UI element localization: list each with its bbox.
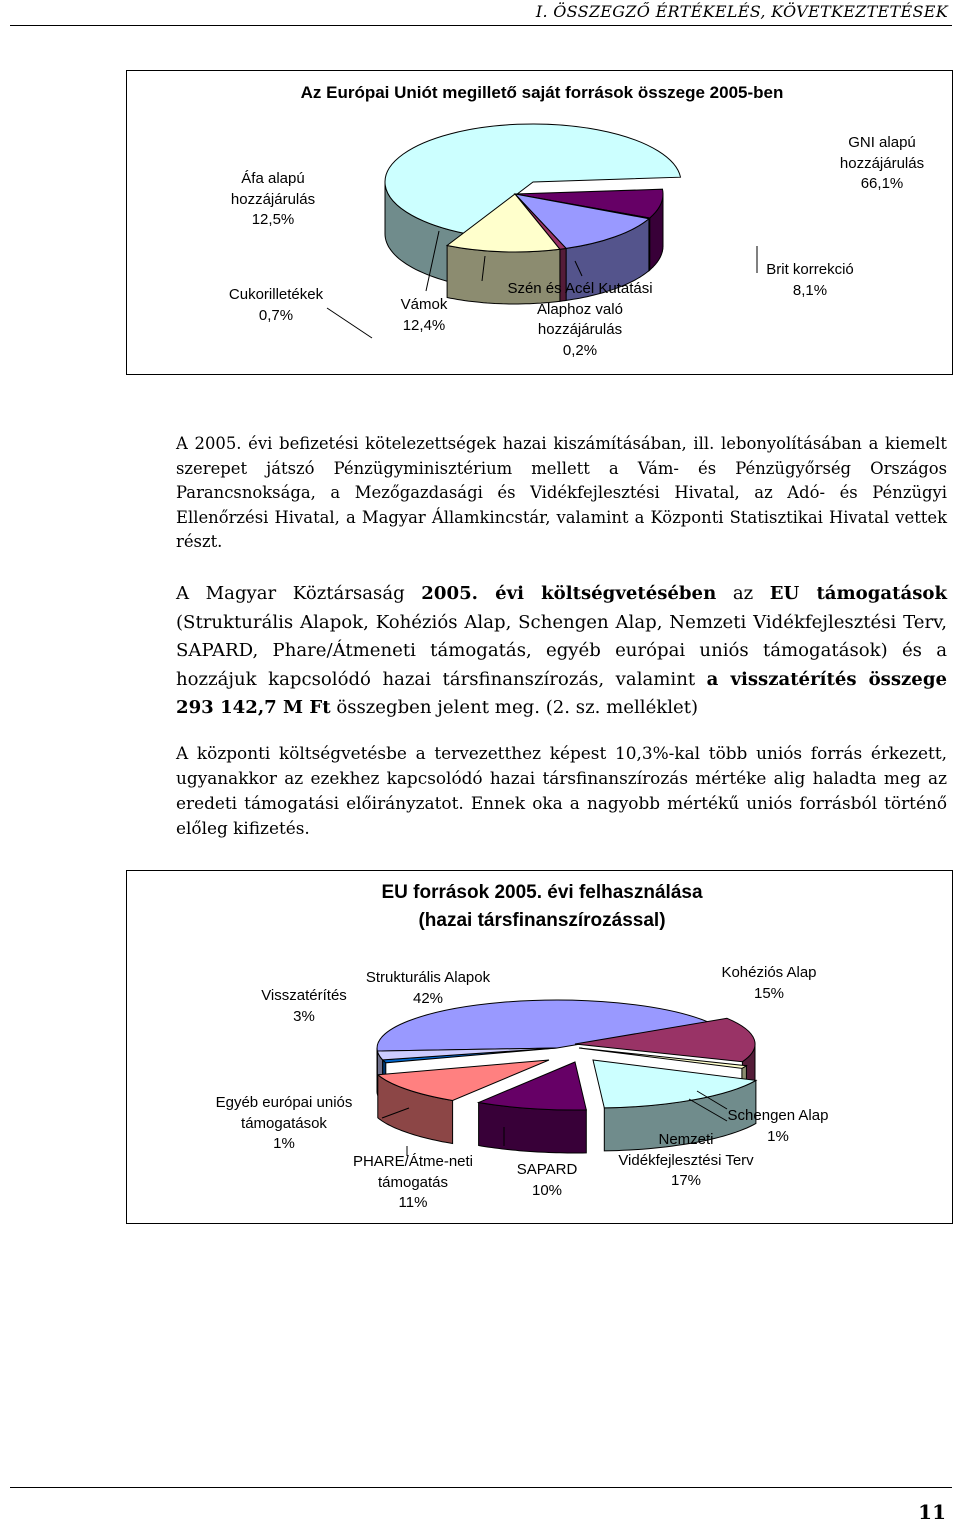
label-sapard: SAPARD 10% (497, 1160, 597, 1201)
label-cukor: Cukorilletékek 0,7% (201, 285, 351, 326)
label-nvt: Nemzeti Vidékfejlesztési Terv 17% (596, 1130, 776, 1192)
label-afa: Áfa alapú hozzájárulás 12,5% (198, 169, 348, 231)
footer-rule (10, 1487, 952, 1488)
bold-run: 2005. évi költségvetésében (421, 583, 716, 604)
label-phare: PHARE/Átme-neti támogatás 11% (333, 1152, 493, 1214)
chart-own-resources (126, 70, 953, 375)
paragraph-calculation: A 2005. évi befizetési kötelezettségek hazai kiszámításában, ill. lebonyolításában a kiemelt szerepet játszó Pénzügyminisztérium mellett a Vám- és Pénzügyőrség Országos Parancsnoksága, a Mezőgazdasági és Vidékfejlesztési Hivatal, az Adó- és Pénzügyi Ellenőrzési Hivatal, a Magyar Államkincstár, valamint a Központi Statisztikai Hivatal vettek részt. (176, 432, 947, 555)
label-brit: Brit korrekció 8,1% (745, 260, 875, 301)
bold-run: a visszatérítés összege 293 142,7 M Ft (176, 669, 947, 719)
label-szen: Szén és Acél Kutatási Alaphoz való hozzájárulás 0,2% (490, 279, 670, 361)
page-header-title: I. ÖSSZEGZŐ ÉRTÉKELÉS, KÖVETKEZTETÉSEK (536, 2, 948, 21)
paragraph-budget (176, 580, 947, 723)
label-egyeb: Egyéb európai uniós támogatások 1% (194, 1093, 374, 1155)
label-vissza: Visszatérítés 3% (239, 986, 369, 1027)
text-run: A Magyar Köztársaság (176, 583, 421, 604)
chart-own-resources-title: Az Európai Uniót megillető saját források összege 2005-ben (127, 83, 957, 103)
chart-eu-funds-title: EU források 2005. évi felhasználása (hazai társfinanszírozással) (127, 879, 957, 935)
label-kohez: Kohéziós Alap 15% (699, 963, 839, 1004)
label-schengen: Schengen Alap 1% (708, 1106, 848, 1147)
page-number: 11 (918, 1500, 946, 1524)
text-run: összegben jelent meg. (2. sz. melléklet) (331, 697, 699, 718)
chart-eu-funds-usage (126, 870, 953, 1224)
text-run: az (716, 583, 770, 604)
label-vamok: Vámok 12,4% (374, 295, 474, 336)
text-run: (Strukturális Alapok, Kohéziós Alap, Schengen Alap, Nemzeti Vidékfejlesztési Terv, SAPARD, Phare/Átmeneti támogatás, egyéb európai uniós támogatások) és a hozzájuk kapcsolódó hazai társfinanszírozás, valamint (176, 612, 947, 690)
label-gni: GNI alapú hozzájárulás 66,1% (807, 133, 957, 195)
paragraph-central-budget: A központi költségvetésbe a tervezetthez képest 10,3%-kal több uniós forrás érkezett, ugyanakkor az ezekhez kapcsolódó hazai társfinanszírozás mértéke alig haladta meg az eredeti támogatási előirányzatot. Ennek oka a nagyobb mértékű uniós forrásból történő előleg kifizetés. (176, 741, 947, 841)
bold-run: EU támogatások (770, 583, 947, 604)
header-rule (10, 25, 952, 26)
label-strukt: Strukturális Alapok 42% (343, 968, 513, 1009)
